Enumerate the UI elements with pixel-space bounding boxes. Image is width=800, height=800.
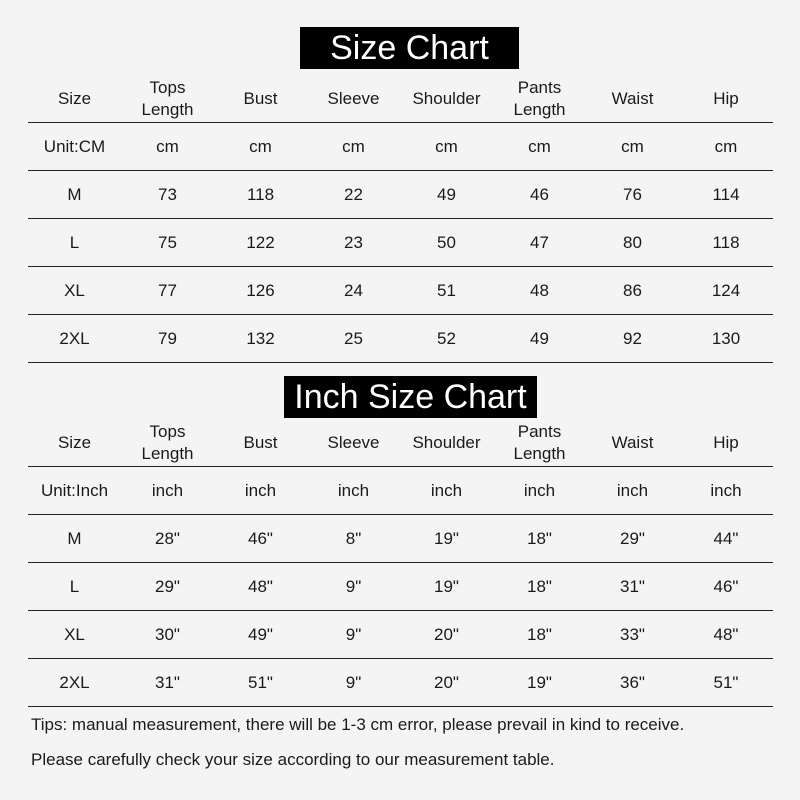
header-tops-length-line1: Tops: [149, 78, 186, 97]
cell-shoulder: 20": [434, 672, 459, 692]
cell-size: 2XL: [59, 328, 90, 348]
unit-row: [28, 467, 773, 515]
cell-bust: 118: [246, 184, 275, 204]
cell-tops-length: cm: [156, 136, 179, 156]
cell-shoulder: 52: [437, 328, 456, 348]
table-header-row: [28, 76, 773, 123]
header-bust: Bust: [243, 433, 278, 452]
cell-bust: 51": [248, 672, 273, 692]
cell-bust: 132: [246, 328, 275, 348]
cell-pants-length: inch: [523, 480, 556, 500]
header-tops-length-line2: Length: [141, 100, 194, 119]
table-row: [28, 267, 773, 315]
header-pants-length: [493, 76, 586, 122]
header-pants-length: [493, 420, 586, 466]
cell-pants-length: 46: [530, 184, 549, 204]
cell-sleeve: 9": [345, 576, 362, 596]
header-hip: Hip: [713, 433, 739, 452]
cell-waist: 92: [623, 328, 642, 348]
size-chart-title: Size Chart: [300, 27, 519, 69]
check-size-note: Please carefully check your size according to our measurement table.: [31, 750, 555, 769]
table-row: [28, 611, 773, 659]
cell-hip: 48": [713, 624, 739, 644]
cell-pants-length: 19": [527, 672, 552, 692]
size-chart-body: [28, 123, 773, 363]
inch-size-chart-table: [28, 420, 773, 707]
cell-size: Unit:Inch: [40, 480, 109, 500]
table-row: [28, 171, 773, 219]
cell-pants-length: 48: [530, 280, 549, 300]
cell-hip: 114: [712, 184, 740, 204]
header-tops-length-line1: Tops: [149, 422, 186, 441]
cell-shoulder: 19": [434, 528, 459, 548]
cell-pants-length: 18": [527, 528, 552, 548]
header-size: Size: [57, 433, 92, 452]
cell-hip: 124: [711, 280, 741, 300]
cell-waist: cm: [621, 136, 644, 156]
cell-shoulder: 49: [437, 184, 456, 204]
header-tops-length: [121, 420, 214, 466]
cell-sleeve: 9": [345, 624, 362, 644]
cell-waist: 86: [623, 280, 642, 300]
cell-tops-length: inch: [151, 480, 184, 500]
cell-hip: 51": [713, 672, 739, 692]
cell-bust: inch: [244, 480, 277, 500]
cell-tops-length: 73: [158, 184, 177, 204]
cell-hip: cm: [714, 136, 738, 156]
cell-bust: 126: [246, 280, 275, 300]
cell-sleeve: 8": [345, 528, 362, 548]
header-shoulder: Shoulder: [412, 89, 481, 108]
header-shoulder: Shoulder: [412, 433, 481, 452]
header-hip: Hip: [713, 89, 739, 108]
header-sleeve: Sleeve: [327, 89, 380, 108]
cell-hip: 118: [712, 232, 740, 252]
cell-sleeve: cm: [342, 136, 365, 156]
cell-tops-length: 79: [158, 328, 177, 348]
cell-hip: inch: [710, 480, 742, 500]
cell-sleeve: 9": [345, 672, 362, 692]
cell-tops-length: 75: [158, 232, 177, 252]
cell-pants-length: cm: [528, 136, 551, 156]
header-waist: Waist: [611, 89, 654, 108]
cell-shoulder: 50: [437, 232, 456, 252]
header-bust: Bust: [243, 89, 278, 108]
table-row: [28, 219, 773, 267]
inch-size-chart-title: Inch Size Chart: [284, 376, 537, 418]
table-row: [28, 563, 773, 611]
cell-shoulder: 51: [437, 280, 456, 300]
unit-row: [28, 123, 773, 171]
cell-waist: 33": [620, 624, 645, 644]
header-pants-length-line1: Pants: [517, 78, 562, 97]
cell-size: XL: [64, 280, 85, 300]
cell-size: Unit:CM: [43, 136, 106, 156]
table-header-row: [28, 420, 773, 467]
cell-size: M: [67, 184, 82, 204]
cell-size: L: [69, 576, 80, 596]
cell-sleeve: 24: [344, 280, 363, 300]
cell-hip: 46": [713, 576, 739, 596]
cell-shoulder: inch: [430, 480, 463, 500]
table-row: [28, 515, 773, 563]
cell-waist: 29": [620, 528, 645, 548]
cell-hip: 44": [713, 528, 739, 548]
cell-pants-length: 18": [527, 576, 552, 596]
cell-waist: 31": [620, 576, 645, 596]
cell-shoulder: 20": [434, 624, 459, 644]
header-pants-length-line1: Pants: [517, 422, 562, 441]
cell-size: L: [69, 232, 80, 252]
cell-sleeve: 22: [344, 184, 363, 204]
cell-waist: 80: [623, 232, 642, 252]
header-tops-length: [121, 76, 214, 122]
cell-hip: 130: [711, 328, 741, 348]
cell-tops-length: 30": [155, 624, 180, 644]
cell-bust: 122: [246, 232, 275, 252]
cell-size: XL: [64, 624, 85, 644]
cell-tops-length: 28": [155, 528, 180, 548]
table-row: [28, 315, 773, 363]
cell-shoulder: cm: [435, 136, 458, 156]
cell-pants-length: 49: [530, 328, 549, 348]
cell-shoulder: 19": [434, 576, 459, 596]
cell-sleeve: inch: [337, 480, 370, 500]
cell-waist: 76: [623, 184, 642, 204]
cell-pants-length: 18": [527, 624, 552, 644]
cell-pants-length: 47: [530, 232, 549, 252]
cell-sleeve: 23: [344, 232, 363, 252]
cell-size: M: [67, 528, 82, 548]
cell-tops-length: 31": [155, 672, 180, 692]
cell-bust: 49": [248, 624, 273, 644]
cell-tops-length: 77: [158, 280, 177, 300]
header-pants-length-line2: Length: [513, 444, 566, 463]
inch-size-chart-body: [28, 467, 773, 707]
cell-bust: cm: [249, 136, 272, 156]
header-tops-length-line2: Length: [141, 444, 194, 463]
tips-line: Tips: manual measurement, there will be 1-3 cm error, please prevail in kind to receive.: [31, 715, 685, 734]
cell-waist: 36": [620, 672, 645, 692]
cell-size: 2XL: [59, 672, 90, 692]
cell-waist: inch: [616, 480, 649, 500]
header-size: Size: [57, 89, 92, 108]
cell-bust: 48": [248, 576, 273, 596]
header-pants-length-line2: Length: [513, 100, 566, 119]
header-sleeve: Sleeve: [327, 433, 380, 452]
cell-tops-length: 29": [155, 576, 180, 596]
cell-sleeve: 25: [344, 328, 363, 348]
size-chart-table: [28, 76, 773, 363]
table-row: [28, 659, 773, 707]
header-waist: Waist: [611, 433, 654, 452]
cell-bust: 46": [248, 528, 273, 548]
